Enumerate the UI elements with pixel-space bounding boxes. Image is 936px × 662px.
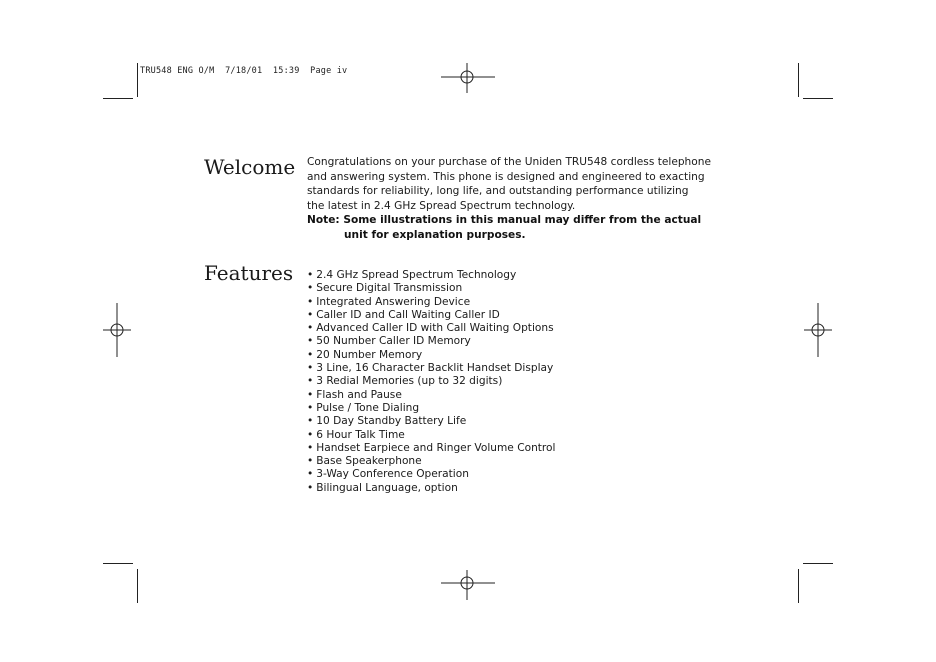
crop-mark-bottom-left-horizontal (103, 563, 133, 564)
crop-mark-top-right-horizontal (803, 98, 833, 99)
registration-mark-right (804, 303, 832, 357)
registration-mark-left (103, 303, 131, 357)
crop-mark-top-left-vertical (137, 63, 138, 97)
note-block (307, 213, 747, 242)
feature-item: • Base Speakerphone (307, 455, 555, 468)
feature-item: • Pulse / Tone Dialing (307, 402, 555, 415)
welcome-line: the latest in 2.4 GHz Spread Spectrum technology. (307, 199, 576, 212)
registration-mark-bottom (441, 570, 495, 600)
feature-item: • Advanced Caller ID with Call Waiting Options (307, 322, 555, 335)
feature-item: • 6 Hour Talk Time (307, 429, 555, 442)
welcome-line: standards for reliability, long life, and outstanding performance utilizing (307, 185, 689, 198)
print-slug-line: TRU548 ENG O/M 7/18/01 15:39 Page iv (140, 66, 348, 76)
feature-item: • 3 Redial Memories (up to 32 digits) (307, 375, 555, 388)
crop-mark-top-right-vertical (798, 63, 799, 97)
feature-item: • 3-Way Conference Operation (307, 468, 555, 481)
features-list (307, 269, 555, 495)
feature-item: • 2.4 GHz Spread Spectrum Technology (307, 269, 555, 282)
crop-mark-bottom-left-vertical (137, 569, 138, 603)
feature-item: • Secure Digital Transmission (307, 282, 555, 295)
crop-mark-bottom-right-vertical (798, 569, 799, 603)
features-heading: Features (204, 261, 294, 285)
feature-item: • Caller ID and Call Waiting Caller ID (307, 309, 555, 322)
feature-item: • Integrated Answering Device (307, 296, 555, 309)
welcome-line: Congratulations on your purchase of the Uniden TRU548 cordless telephone (307, 156, 711, 168)
note-text-line-1: Some illustrations in this manual may differ from the actual (343, 214, 702, 226)
feature-item: • Bilingual Language, option (307, 482, 555, 495)
registration-mark-top (441, 63, 495, 93)
feature-item: • 10 Day Standby Battery Life (307, 415, 555, 428)
welcome-heading: Welcome (204, 155, 296, 179)
crop-mark-top-left-horizontal (103, 98, 133, 99)
feature-item: • 50 Number Caller ID Memory (307, 335, 555, 348)
crop-mark-bottom-right-horizontal (803, 563, 833, 564)
note-text-line-2: unit for explanation purposes. (344, 228, 526, 241)
feature-item: • Handset Earpiece and Ringer Volume Control (307, 442, 555, 455)
note-label: Note: (307, 214, 340, 226)
feature-item: • 20 Number Memory (307, 349, 555, 362)
welcome-line: and answering system. This phone is designed and engineered to exacting (307, 170, 705, 183)
feature-item: • 3 Line, 16 Character Backlit Handset Display (307, 362, 555, 375)
feature-item: • Flash and Pause (307, 389, 555, 402)
welcome-paragraph (307, 155, 747, 213)
